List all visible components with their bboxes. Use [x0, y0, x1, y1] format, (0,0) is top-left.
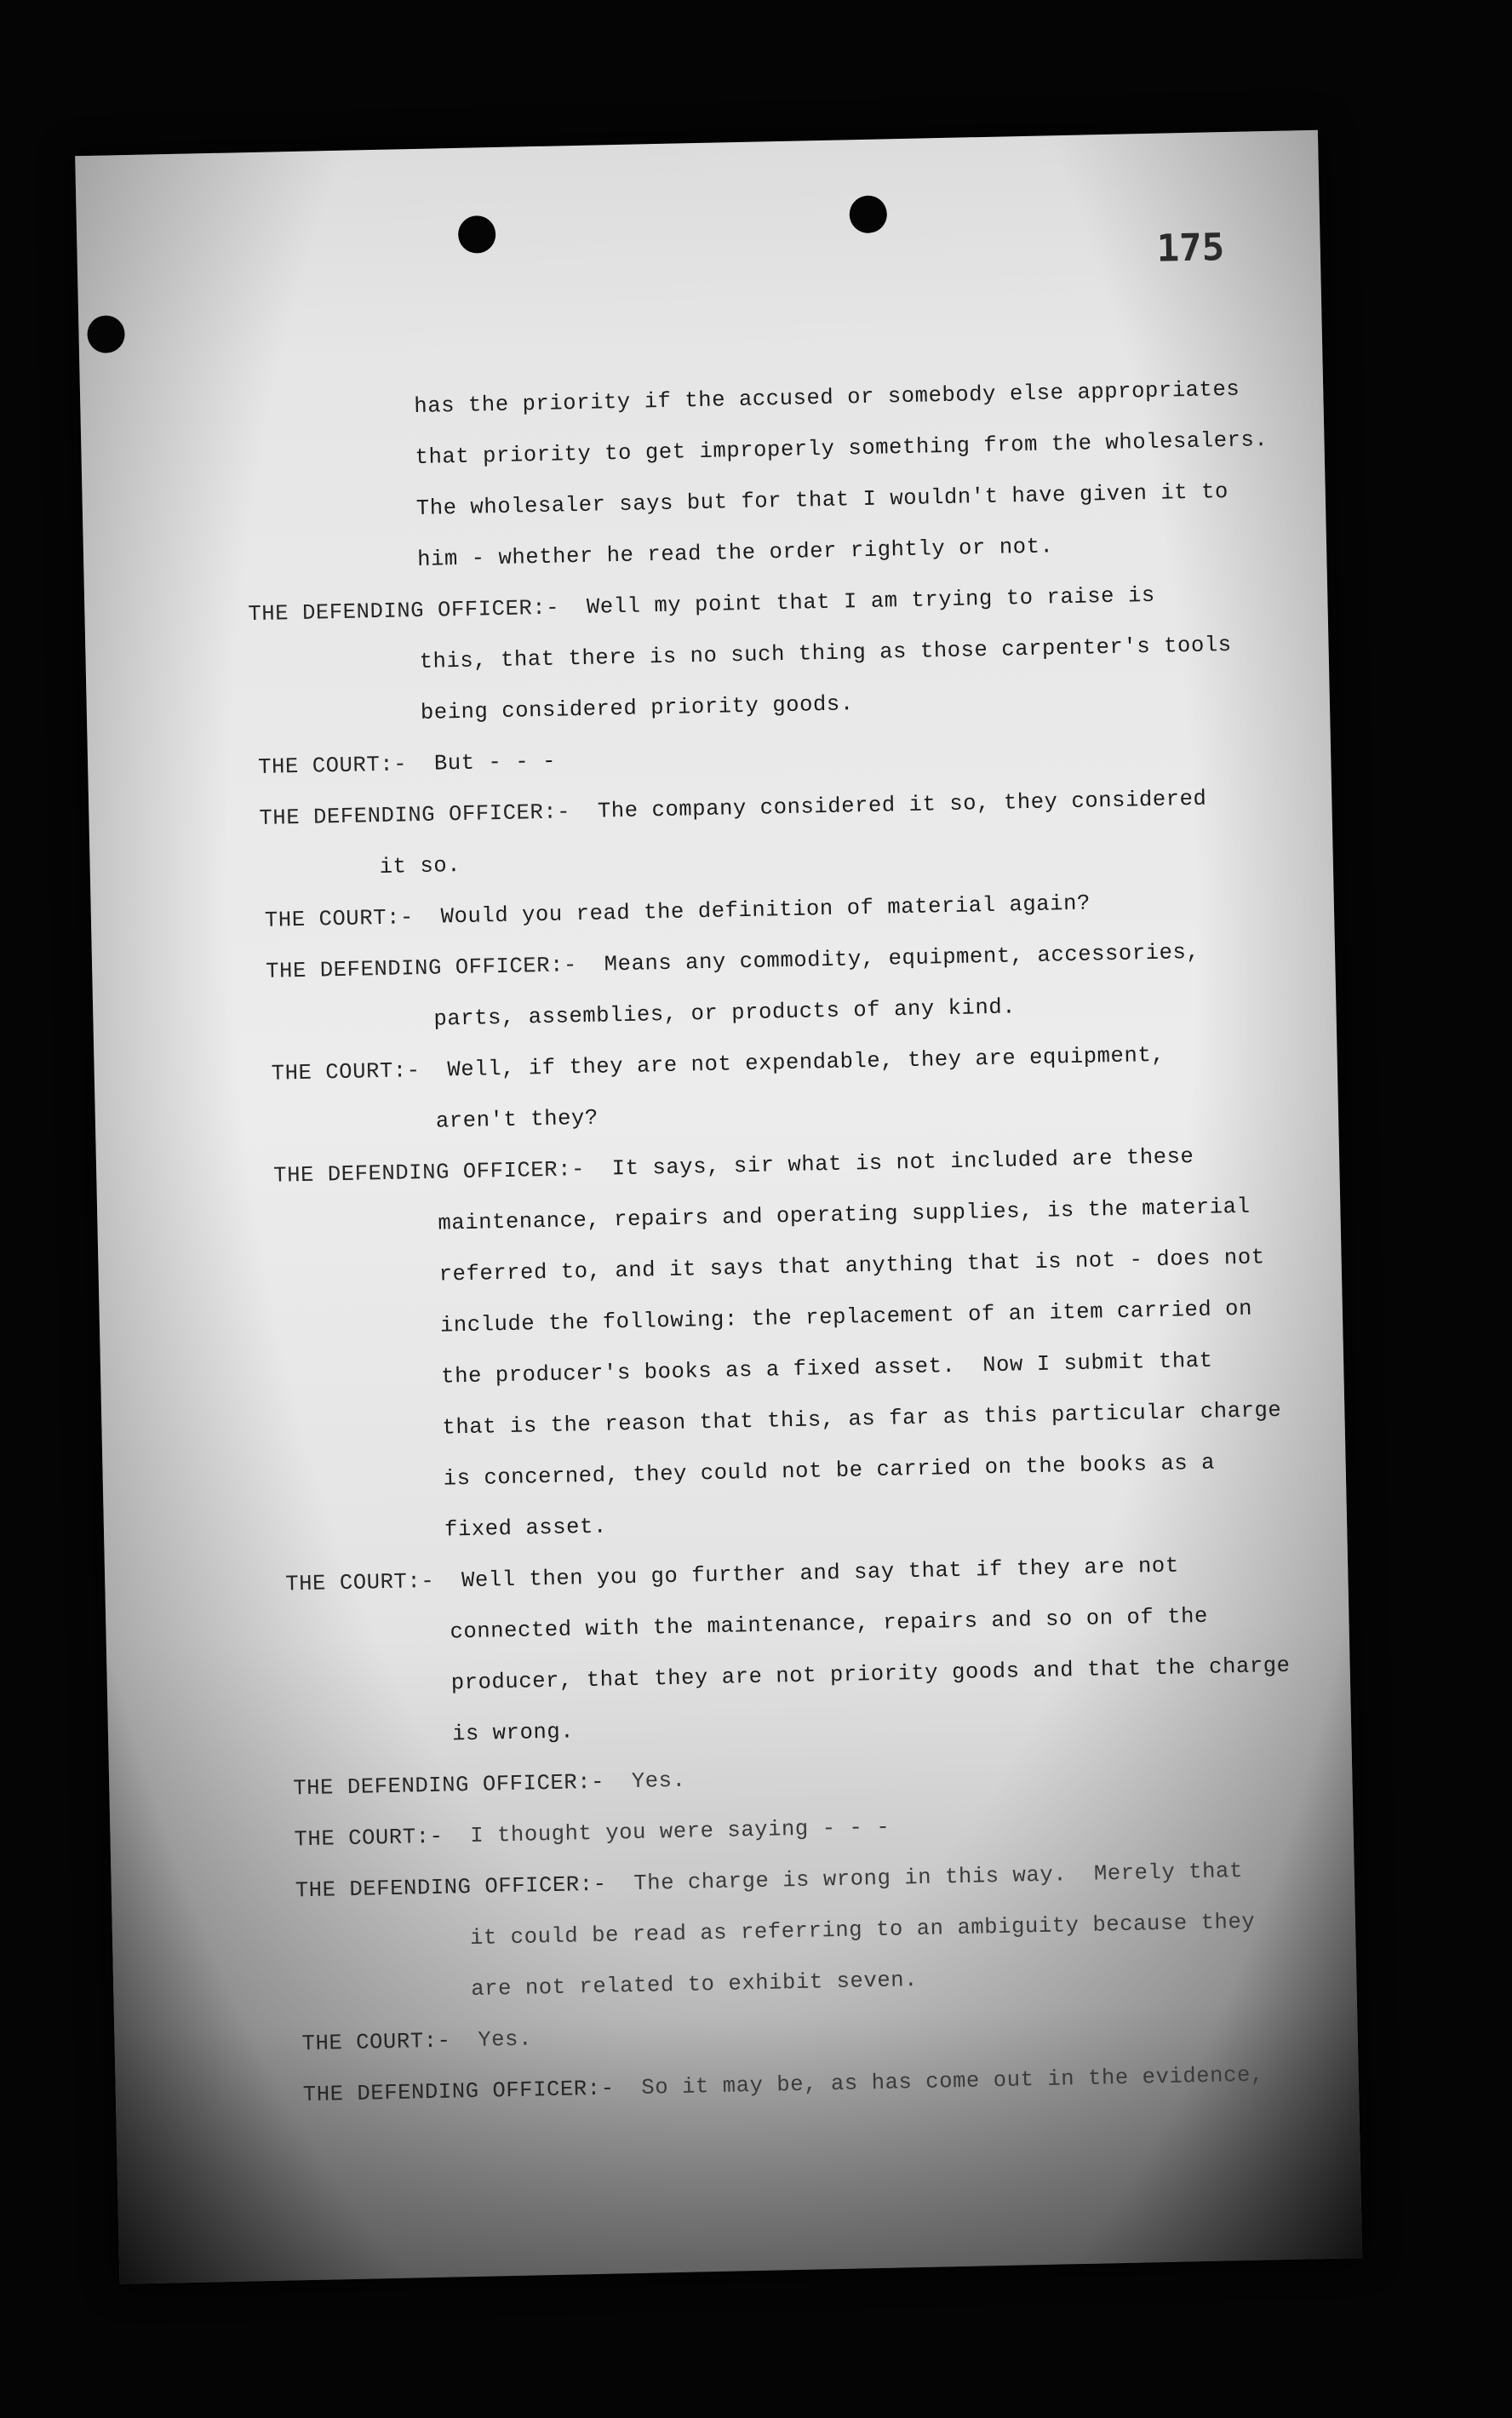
line-text: But - - -: [433, 748, 557, 776]
line-text: It says, sir what is not included are these: [611, 1144, 1194, 1182]
speaker-label: THE DEFENDING OFFICER:-: [265, 953, 578, 984]
line-text: is concerned, they could not be carried on the books as a: [443, 1450, 1216, 1492]
transcript-line: [293, 1768, 686, 1802]
transcript-line: [471, 1968, 918, 2002]
transcript-line: [438, 1195, 1251, 1236]
line-text: So it may be, as has come out in the evidence,: [641, 2062, 1265, 2100]
line-text: Yes.: [478, 2026, 533, 2053]
transcript-line: [271, 1043, 1165, 1086]
transcript-line: [415, 427, 1268, 470]
speaker-label: THE COURT:-: [271, 1058, 421, 1086]
punch-hole: [458, 215, 496, 254]
transcript-line: [294, 1815, 890, 1853]
line-text: referred to, and it says that anything that is not - does not: [438, 1245, 1265, 1287]
line-text: this, that there is no such thing as those carpenter's tools: [419, 632, 1232, 674]
speaker-label: THE DEFENDING OFFICER:-: [293, 1769, 605, 1802]
line-text: Means any commodity, equipment, accessories,: [604, 939, 1200, 977]
line-text: the producer's books as a fixed asset. Now I submit that: [440, 1348, 1213, 1389]
line-text: connected with the maintenance, repairs and so on of the: [450, 1603, 1209, 1645]
transcript-line: [265, 891, 1091, 933]
line-text: being considered priority goods.: [420, 691, 855, 725]
line-text: The charge is wrong in this way. Merely that: [633, 1859, 1244, 1896]
transcript-line: [438, 1245, 1264, 1286]
line-text: it so.: [379, 852, 461, 880]
line-text: The wholesaler says but for that I wouldn't have given it to: [415, 479, 1229, 521]
transcript-line: [248, 583, 1155, 627]
line-text: is wrong.: [451, 1719, 575, 1747]
transcript-line: [419, 633, 1232, 674]
line-text: maintenance, repairs and operating supplies, is the material: [438, 1194, 1251, 1236]
transcript-line: [301, 2027, 532, 2057]
transcript-line: [450, 1604, 1208, 1645]
punch-hole: [849, 195, 887, 233]
transcript-line: [285, 1554, 1179, 1597]
speaker-label: THE DEFENDING OFFICER:-: [272, 1157, 586, 1189]
line-text: Well my point that I am trying to raise is: [586, 582, 1156, 620]
transcript-line: [442, 1398, 1281, 1441]
line-text: The company considered it so, they considered: [597, 786, 1207, 824]
transcript-line: [414, 377, 1240, 419]
transcript-line: [433, 994, 1016, 1031]
line-text: producer, that they are not priority goods and that the charge: [450, 1653, 1291, 1696]
transcript-line: [470, 1910, 1256, 1951]
line-text: it could be read as referring to an ambiguity because they: [469, 1909, 1256, 1951]
line-text: has the priority if the accused or somebody else appropriates: [414, 376, 1240, 420]
speaker-label: THE DEFENDING OFFICER:-: [295, 1871, 607, 1904]
transcript-line: [416, 479, 1229, 521]
line-text: him - whether he read the order rightly or not.: [416, 534, 1054, 572]
speaker-label: THE DEFENDING OFFICER:-: [302, 2076, 615, 2108]
transcript-line: [441, 1349, 1213, 1389]
transcript-line: [417, 534, 1054, 572]
line-text: that priority to get improperly something from the wholesalers.: [415, 427, 1269, 470]
line-text: I thought you were saying - - -: [470, 1814, 891, 1848]
speaker-label: THE COURT:-: [257, 752, 408, 780]
transcript-line: [258, 749, 556, 780]
transcript-line: [452, 1719, 575, 1746]
transcript-line: [273, 1144, 1194, 1189]
line-text: Yes.: [631, 1768, 686, 1795]
line-text: are not related to exhibit seven.: [471, 1968, 919, 2003]
line-text: that is the reason that this, as far as this particular charge: [442, 1397, 1282, 1441]
line-text: parts, assemblies, or products of any kind.: [433, 994, 1017, 1032]
line-text: Well, if they are not expendable, they are equipment,: [447, 1042, 1166, 1083]
transcript-line: [443, 1451, 1215, 1492]
transcript-line: [266, 940, 1200, 984]
speaker-label: THE COURT:-: [294, 1824, 444, 1853]
line-text: Well then you go further and say that if they are not: [461, 1553, 1180, 1594]
line-text: fixed asset.: [444, 1514, 608, 1543]
transcript-line: [436, 1106, 598, 1134]
page-number: 175: [1156, 226, 1225, 271]
transcript-line: [440, 1297, 1253, 1338]
speaker-label: THE COURT:-: [301, 2028, 451, 2057]
line-text: aren't they?: [435, 1105, 599, 1134]
transcript-line: [421, 691, 854, 725]
line-text: Would you read the definition of material again?: [440, 891, 1091, 930]
transcript-line: [259, 787, 1207, 831]
speaker-label: THE DEFENDING OFFICER:-: [259, 799, 571, 831]
speaker-label: THE COURT:-: [285, 1568, 435, 1597]
transcript-line: [295, 1859, 1244, 1903]
speaker-label: THE COURT:-: [264, 905, 415, 933]
transcript-page: [75, 130, 1362, 2284]
line-text: include the following: the replacement of an item carried on: [439, 1296, 1253, 1338]
transcript-line: [451, 1653, 1291, 1696]
speaker-label: THE DEFENDING OFFICER:-: [248, 595, 560, 627]
transcript-line: [379, 853, 461, 880]
transcript-line: [303, 2063, 1264, 2108]
transcript-line: [444, 1515, 607, 1543]
punch-hole: [87, 315, 125, 353]
